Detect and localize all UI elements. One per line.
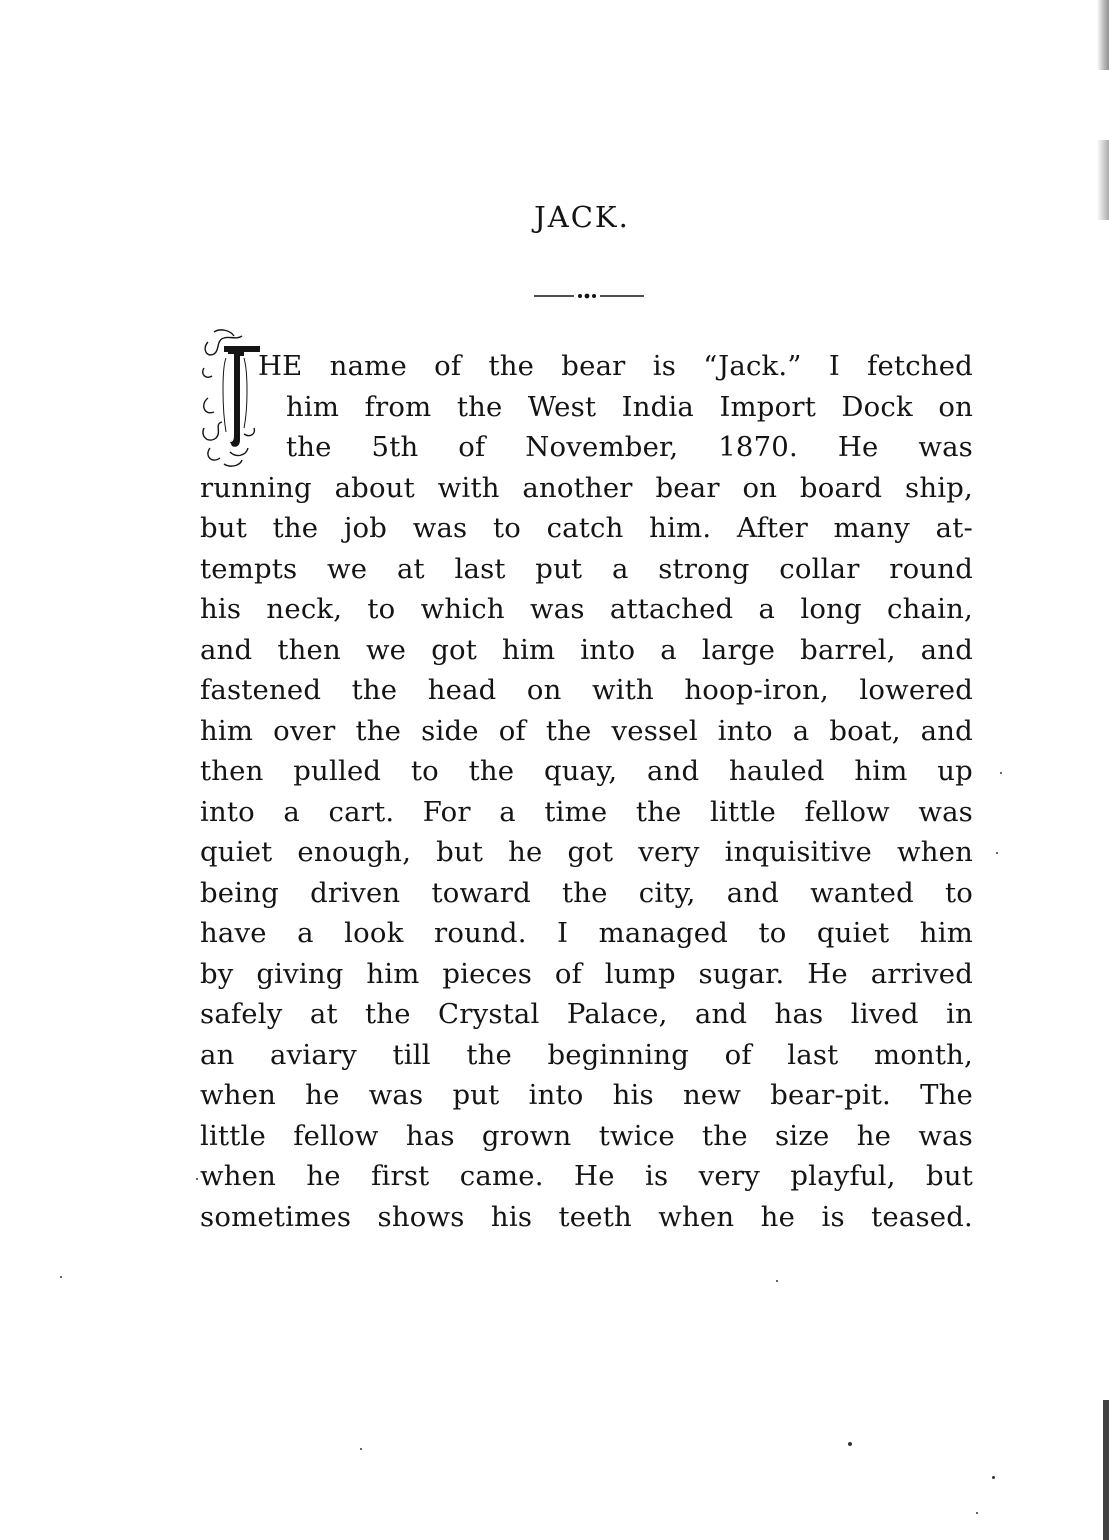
scan-speck: [196, 1178, 198, 1180]
text-line: him from the West India Import Dock on: [286, 390, 973, 423]
text-line: his neck, to which was attached a long chain,: [200, 593, 973, 625]
text-line: the 5th of November, 1870. He was: [286, 431, 973, 463]
text-line: tempts we at last put a strong collar round: [200, 552, 973, 585]
text-line: when he first came. He is very playful, but: [200, 1160, 973, 1192]
body-paragraph: [200, 346, 973, 1237]
scan-speck: [776, 1280, 778, 1282]
scan-speck: [848, 1442, 852, 1446]
text-line: HE name of the bear is “Jack.” I fetched: [258, 350, 973, 382]
text-line: fastened the head on with hoop-iron, lowered: [200, 674, 973, 706]
text-line: sometimes shows his teeth when he is teased.: [200, 1200, 973, 1233]
scan-speck: [996, 852, 998, 854]
scan-speck: [360, 1448, 362, 1450]
text-line: into a cart. For a time the little fellow was: [200, 795, 973, 828]
text-line: being driven toward the city, and wanted to: [200, 876, 973, 909]
text-line: and then we got him into a large barrel, and: [200, 633, 973, 666]
scan-speck: [60, 1276, 62, 1278]
text-line: running about with another bear on board ship,: [200, 471, 973, 504]
text-line: him over the side of the vessel into a boat, and: [200, 714, 973, 747]
text-line: have a look round. I managed to quiet him: [200, 917, 973, 949]
scan-speck: [1000, 772, 1002, 774]
scan-edge-bottom: [1103, 1400, 1109, 1540]
text-line: little fellow has grown twice the size he was: [200, 1119, 973, 1152]
text-line: safely at the Crystal Palace, and has lived in: [200, 998, 973, 1030]
scan-speck: [976, 1512, 978, 1514]
scan-speck: [992, 1476, 995, 1479]
text-line: quiet enough, but he got very inquisitive when: [200, 836, 973, 868]
text-line: then pulled to the quay, and hauled him up: [200, 755, 973, 787]
scan-edge-top: [1097, 0, 1109, 70]
text-line: when he was put into his new bear-pit. The: [200, 1079, 973, 1111]
text-line: by giving him pieces of lump sugar. He arrived: [200, 957, 973, 990]
text-line: but the job was to catch him. After many at-: [200, 512, 973, 544]
chapter-title: JACK.: [534, 200, 630, 234]
ornamental-divider: [534, 293, 644, 297]
text-line: an aviary till the beginning of last month,: [200, 1038, 973, 1071]
